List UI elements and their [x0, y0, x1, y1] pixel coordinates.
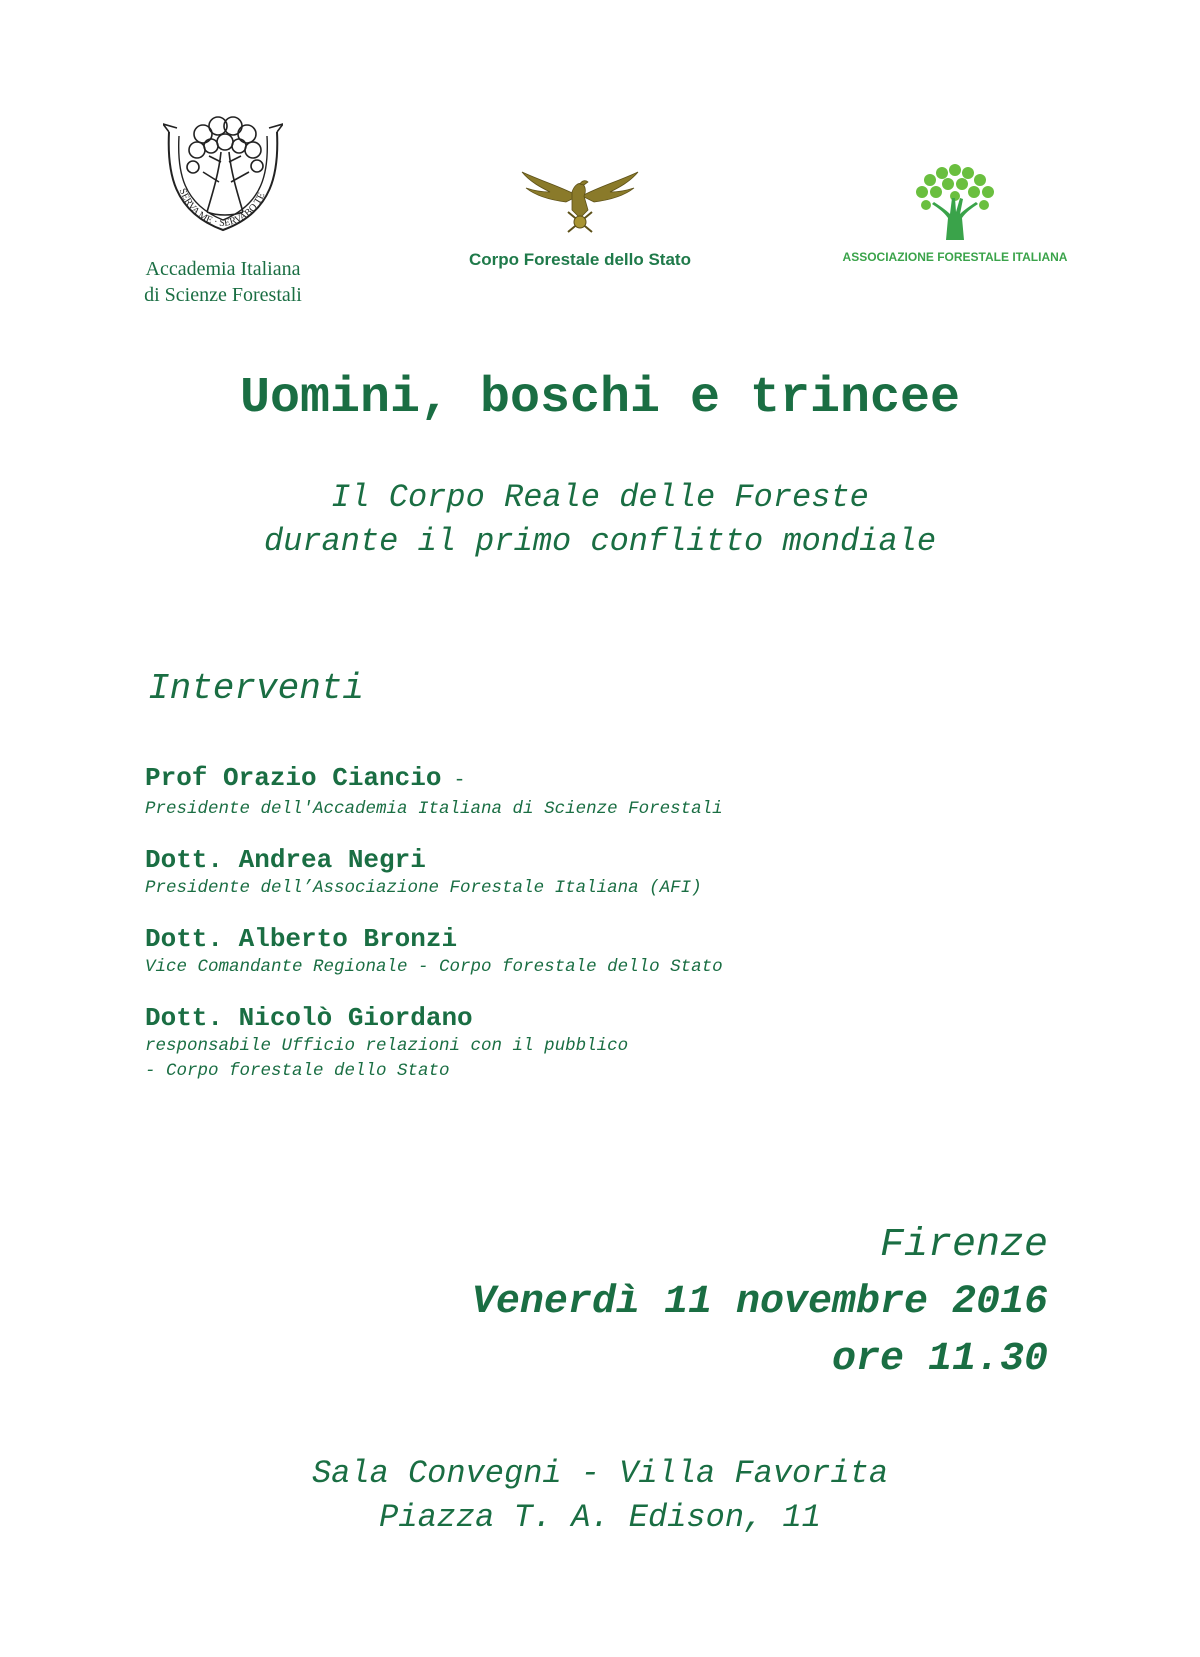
accademia-name-line1: Accademia Italiana [145, 258, 301, 280]
subtitle-line1: Il Corpo Reale delle Foreste [331, 479, 869, 516]
speaker-name: Dott. Nicolò Giordano [145, 1003, 473, 1033]
speaker-role: responsabile Ufficio relazioni con il pubblico [145, 1036, 629, 1056]
venue-line1: Sala Convegni - Villa Favorita [311, 1455, 889, 1492]
speaker-role-continued: - Corpo forestale dello Stato [145, 1061, 450, 1081]
eagle-emblem-icon [520, 168, 640, 238]
event-date: Venerdì 11 novembre 2016 [471, 1280, 1048, 1325]
speaker-dash: - [441, 769, 466, 792]
speaker-name [145, 762, 1045, 797]
svg-text:SERVA ME · SERVABO TE [177, 187, 268, 229]
accademia-motto: SERVA ME · SERVABO TE [176, 186, 268, 230]
venue-line2: Piazza T. A. Edison, 11 [379, 1499, 821, 1536]
logo-corpo-forestale [430, 168, 730, 270]
speaker-item [145, 762, 1045, 822]
subtitle-line2: durante il primo conflitto mondiale [263, 523, 937, 560]
speaker-item [145, 844, 1045, 901]
speakers-list [145, 762, 1045, 1106]
tree-hand-icon [910, 162, 1000, 240]
speaker-role: Presidente dell’Associazione Forestale Italiana (AFI) [145, 878, 702, 898]
event-city: Firenze [879, 1223, 1048, 1268]
accademia-name-line2: di Scienze Forestali [144, 284, 302, 306]
accademia-name [118, 256, 328, 308]
logo-accademia [118, 112, 328, 308]
event-venue [0, 1452, 1200, 1540]
event-time: ore 11.30 [831, 1337, 1048, 1382]
speaker-name: Dott. Alberto Bronzi [145, 924, 458, 954]
event-subtitle [0, 476, 1200, 564]
event-title: Uomini, boschi e trincee [239, 370, 961, 427]
event-info [472, 1218, 1048, 1388]
logo-afi [820, 162, 1090, 264]
accademia-seal-icon [163, 112, 283, 240]
speaker-item [145, 923, 1045, 980]
interventi-heading: Interventi [148, 668, 365, 709]
speaker-item [145, 1002, 1045, 1084]
afi-name: ASSOCIAZIONE FORESTALE ITALIANA [842, 250, 1068, 264]
speaker-role: Presidente dell'Accademia Italiana di Scienze Forestali [145, 799, 723, 819]
corpo-forestale-name: Corpo Forestale dello Stato [469, 250, 691, 269]
speaker-role: Vice Comandante Regionale - Corpo forestale dello Stato [145, 957, 723, 977]
speaker-name-text: Prof Orazio Ciancio [145, 763, 442, 793]
speaker-name: Dott. Andrea Negri [145, 845, 426, 875]
